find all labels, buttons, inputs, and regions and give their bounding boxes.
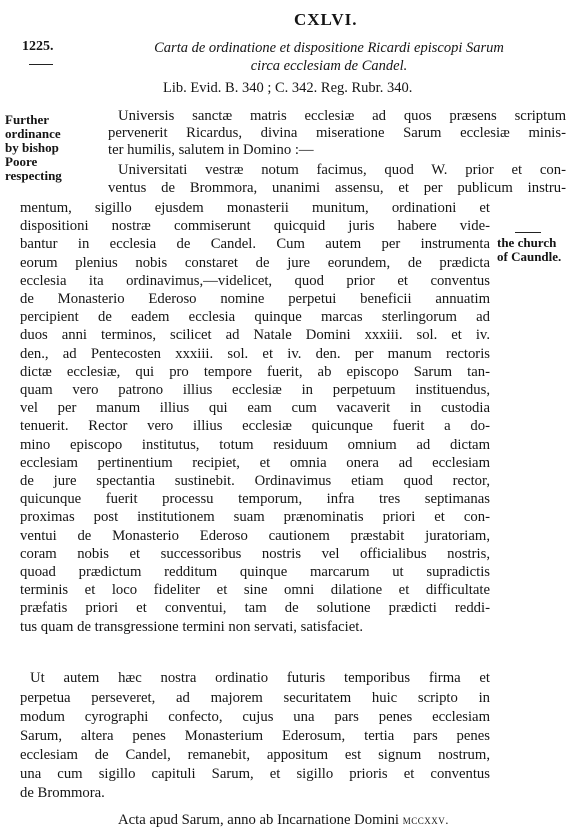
margin-note-line: by bishop: [5, 140, 59, 155]
text-line: quam vero patrono illius ecclesiæ in perpetuum instituendus,: [20, 382, 490, 398]
margin-note-line: ordinance: [5, 126, 61, 141]
text-line: duos anni terminos, scilicet ad Natale Domini xxxiii. sol. et iv.: [20, 327, 490, 344]
text-line: ecclesia ita ordinavimus,—videlicet, quod prior et conventus: [20, 272, 490, 289]
text-line: ventui de Monasterio Ederoso cautionem præstabit juratoriam,: [20, 527, 490, 544]
margin-rule: [515, 232, 541, 233]
text-line: Sarum, altera penes Monasterium Ederosum, tertia pars penes: [20, 727, 490, 744]
text-line: bantur in ecclesia de Candel. Cum autem per instrumenta: [20, 236, 490, 253]
text-line: Universis sanctæ matris ecclesiæ ad quos præsens scriptum: [118, 108, 566, 124]
text-line: præfatis priori et conventui, tam de solutione prædicti reddi-: [20, 600, 490, 617]
text-line: percipient de eadem ecclesia quinque marcas sterlingorum ad: [20, 309, 490, 326]
text-line: una cum sigillo capituli Sarum, et sigillo prioris et conventus: [20, 765, 490, 782]
document-number: CXLVI.: [294, 10, 358, 29]
text-line: de jure spectantia sustinebit. Ordinavimus etiam quod rector,: [20, 473, 490, 489]
margin-note-line: Poore: [5, 154, 38, 169]
text-line: coram nobis et successoribus nostris vel officialibus nostris,: [20, 545, 490, 562]
text-line: modum cyrographi confecto, cujus una pars penes ecclesiam: [20, 708, 490, 725]
text-line: quoad prædictum redditum quinque marcarum ut supradictis: [20, 564, 490, 580]
document-title: [98, 39, 560, 75]
text-line: tus quam de transgressione termini non servati, satisfaciet.: [20, 618, 364, 635]
text-line: Universitati vestræ notum facimus, quod W. prior et con-: [118, 162, 566, 178]
text-line: terminis et loco fideliter et sine omni dilatione et difficultate: [20, 582, 490, 599]
text-line: vel per manum illius qui eam cum vacaverit in custodia: [20, 400, 490, 417]
closing-year: mccxxv.: [402, 812, 449, 827]
margin-note-line: Further: [5, 112, 50, 127]
title-line: circa ecclesiam de Candel.: [250, 58, 408, 74]
text-line: perpetua perseveret, ad majorem securitatem huic scripto in: [20, 689, 490, 706]
closing-line: [118, 812, 449, 829]
document-year: 1225.: [22, 39, 54, 54]
text-line: dispositioni nostræ commiserunt quicquid juris habere vide-: [20, 218, 490, 235]
text-line: mentum, sigillo ejusdem monasterii munitum, ordinationi et: [20, 200, 490, 216]
text-line: quicunque fuerit processu temporum, infra tres septimanas: [20, 491, 490, 508]
margin-note-line: respecting: [5, 168, 62, 183]
margin-note-right: [497, 236, 561, 264]
margin-note-line: of Caundle.: [497, 249, 562, 264]
margin-note-left: [5, 113, 62, 183]
text-line: den., ad Pentecosten xxxiii. sol. et iv. den. per manum rectoris: [20, 345, 490, 362]
text-line: mino episcopo institutus, totum residuum omnium ad dictam: [20, 436, 490, 453]
text-line: proximas post institutionem suam prænominatis priori et con-: [20, 509, 490, 526]
text-line: tenuerit. Rector vero illius ecclesiæ quicunque fuerit a do-: [20, 418, 490, 435]
text-line: ecclesiam pertinentium recipiet, et omnia onera ad ecclesiam: [20, 454, 490, 471]
text-line: eorum plenius nobis constaret de jure eorundem, de prædicta: [20, 254, 490, 271]
margin-note-line: the church: [497, 235, 557, 250]
year-rule: [29, 64, 53, 65]
closing-text: Acta apud Sarum, anno ab Incarnatione Domini: [118, 812, 400, 828]
source-references: Lib. Evid. B. 340 ; C. 342. Reg. Rubr. 340.: [163, 80, 413, 96]
text-line: ter humilis, salutem in Domino :—: [108, 142, 314, 158]
text-line: de Monasterio Ederoso nomine perpetui beneficii annuatim: [20, 291, 490, 307]
text-line: ventus de Brommora, unanimi assensu, et per publicum instru-: [108, 180, 566, 196]
text-line: ecclesiam de Candel, remanebit, appositum est signum nostrum,: [20, 746, 490, 763]
text-line: pervenerit Ricardus, divina miseratione Sarum ecclesiæ minis-: [108, 125, 566, 141]
text-line: dictæ ecclesiæ, qui pro tempore fuerit, ab episcopo Sarum tan-: [20, 363, 490, 380]
title-line: Carta de ordinatione et dispositione Ricardi episcopi Sarum: [154, 40, 504, 56]
text-line: de Brommora.: [20, 784, 105, 801]
text-line: Ut autem hæc nostra ordinatio futuris temporibus firma et: [30, 670, 490, 686]
